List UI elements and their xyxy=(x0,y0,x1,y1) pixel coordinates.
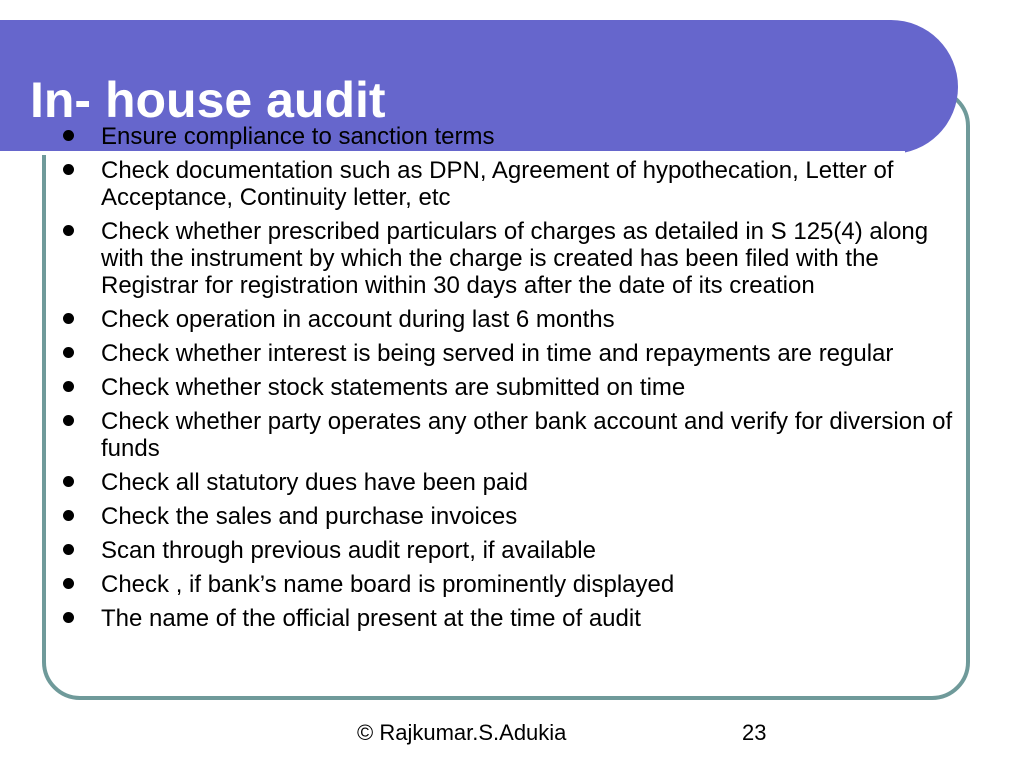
list-item: Ensure compliance to sanction terms xyxy=(62,123,962,150)
bullet-icon xyxy=(63,544,74,555)
bullet-icon xyxy=(63,612,74,623)
bullet-icon xyxy=(63,578,74,589)
slide-title: In- house audit xyxy=(30,72,386,128)
list-item: Check whether stock statements are submitted on time xyxy=(62,374,962,401)
bullet-list xyxy=(62,123,962,639)
list-item: Check , if bank’s name board is prominently displayed xyxy=(62,571,962,598)
bullet-icon xyxy=(63,130,74,141)
page-number: 23 xyxy=(742,720,767,745)
bullet-icon xyxy=(63,225,74,236)
bullet-icon xyxy=(63,476,74,487)
bullet-icon xyxy=(63,415,74,426)
footer-copyright: © Rajkumar.S.Adukia xyxy=(357,720,567,745)
bullet-icon xyxy=(63,313,74,324)
list-item: Check documentation such as DPN, Agreement of hypothecation, Letter of Acceptance, Continuity letter, etc xyxy=(62,157,962,211)
list-item: Check operation in account during last 6 months xyxy=(62,306,962,333)
list-item: Scan through previous audit report, if available xyxy=(62,537,962,564)
list-item: Check whether party operates any other bank account and verify for diversion of funds xyxy=(62,408,962,462)
bullet-icon xyxy=(63,164,74,175)
list-item: The name of the official present at the time of audit xyxy=(62,605,962,632)
bullet-icon xyxy=(63,347,74,358)
list-item: Check whether interest is being served in time and repayments are regular xyxy=(62,340,962,367)
bullet-icon xyxy=(63,381,74,392)
list-item: Check all statutory dues have been paid xyxy=(62,469,962,496)
bullet-icon xyxy=(63,510,74,521)
list-item: Check the sales and purchase invoices xyxy=(62,503,962,530)
list-item: Check whether prescribed particulars of charges as detailed in S 125(4) along with the instrument by which the charge is created has been filed with the Registrar for registration within 30 days after the date of its creation xyxy=(62,218,962,299)
